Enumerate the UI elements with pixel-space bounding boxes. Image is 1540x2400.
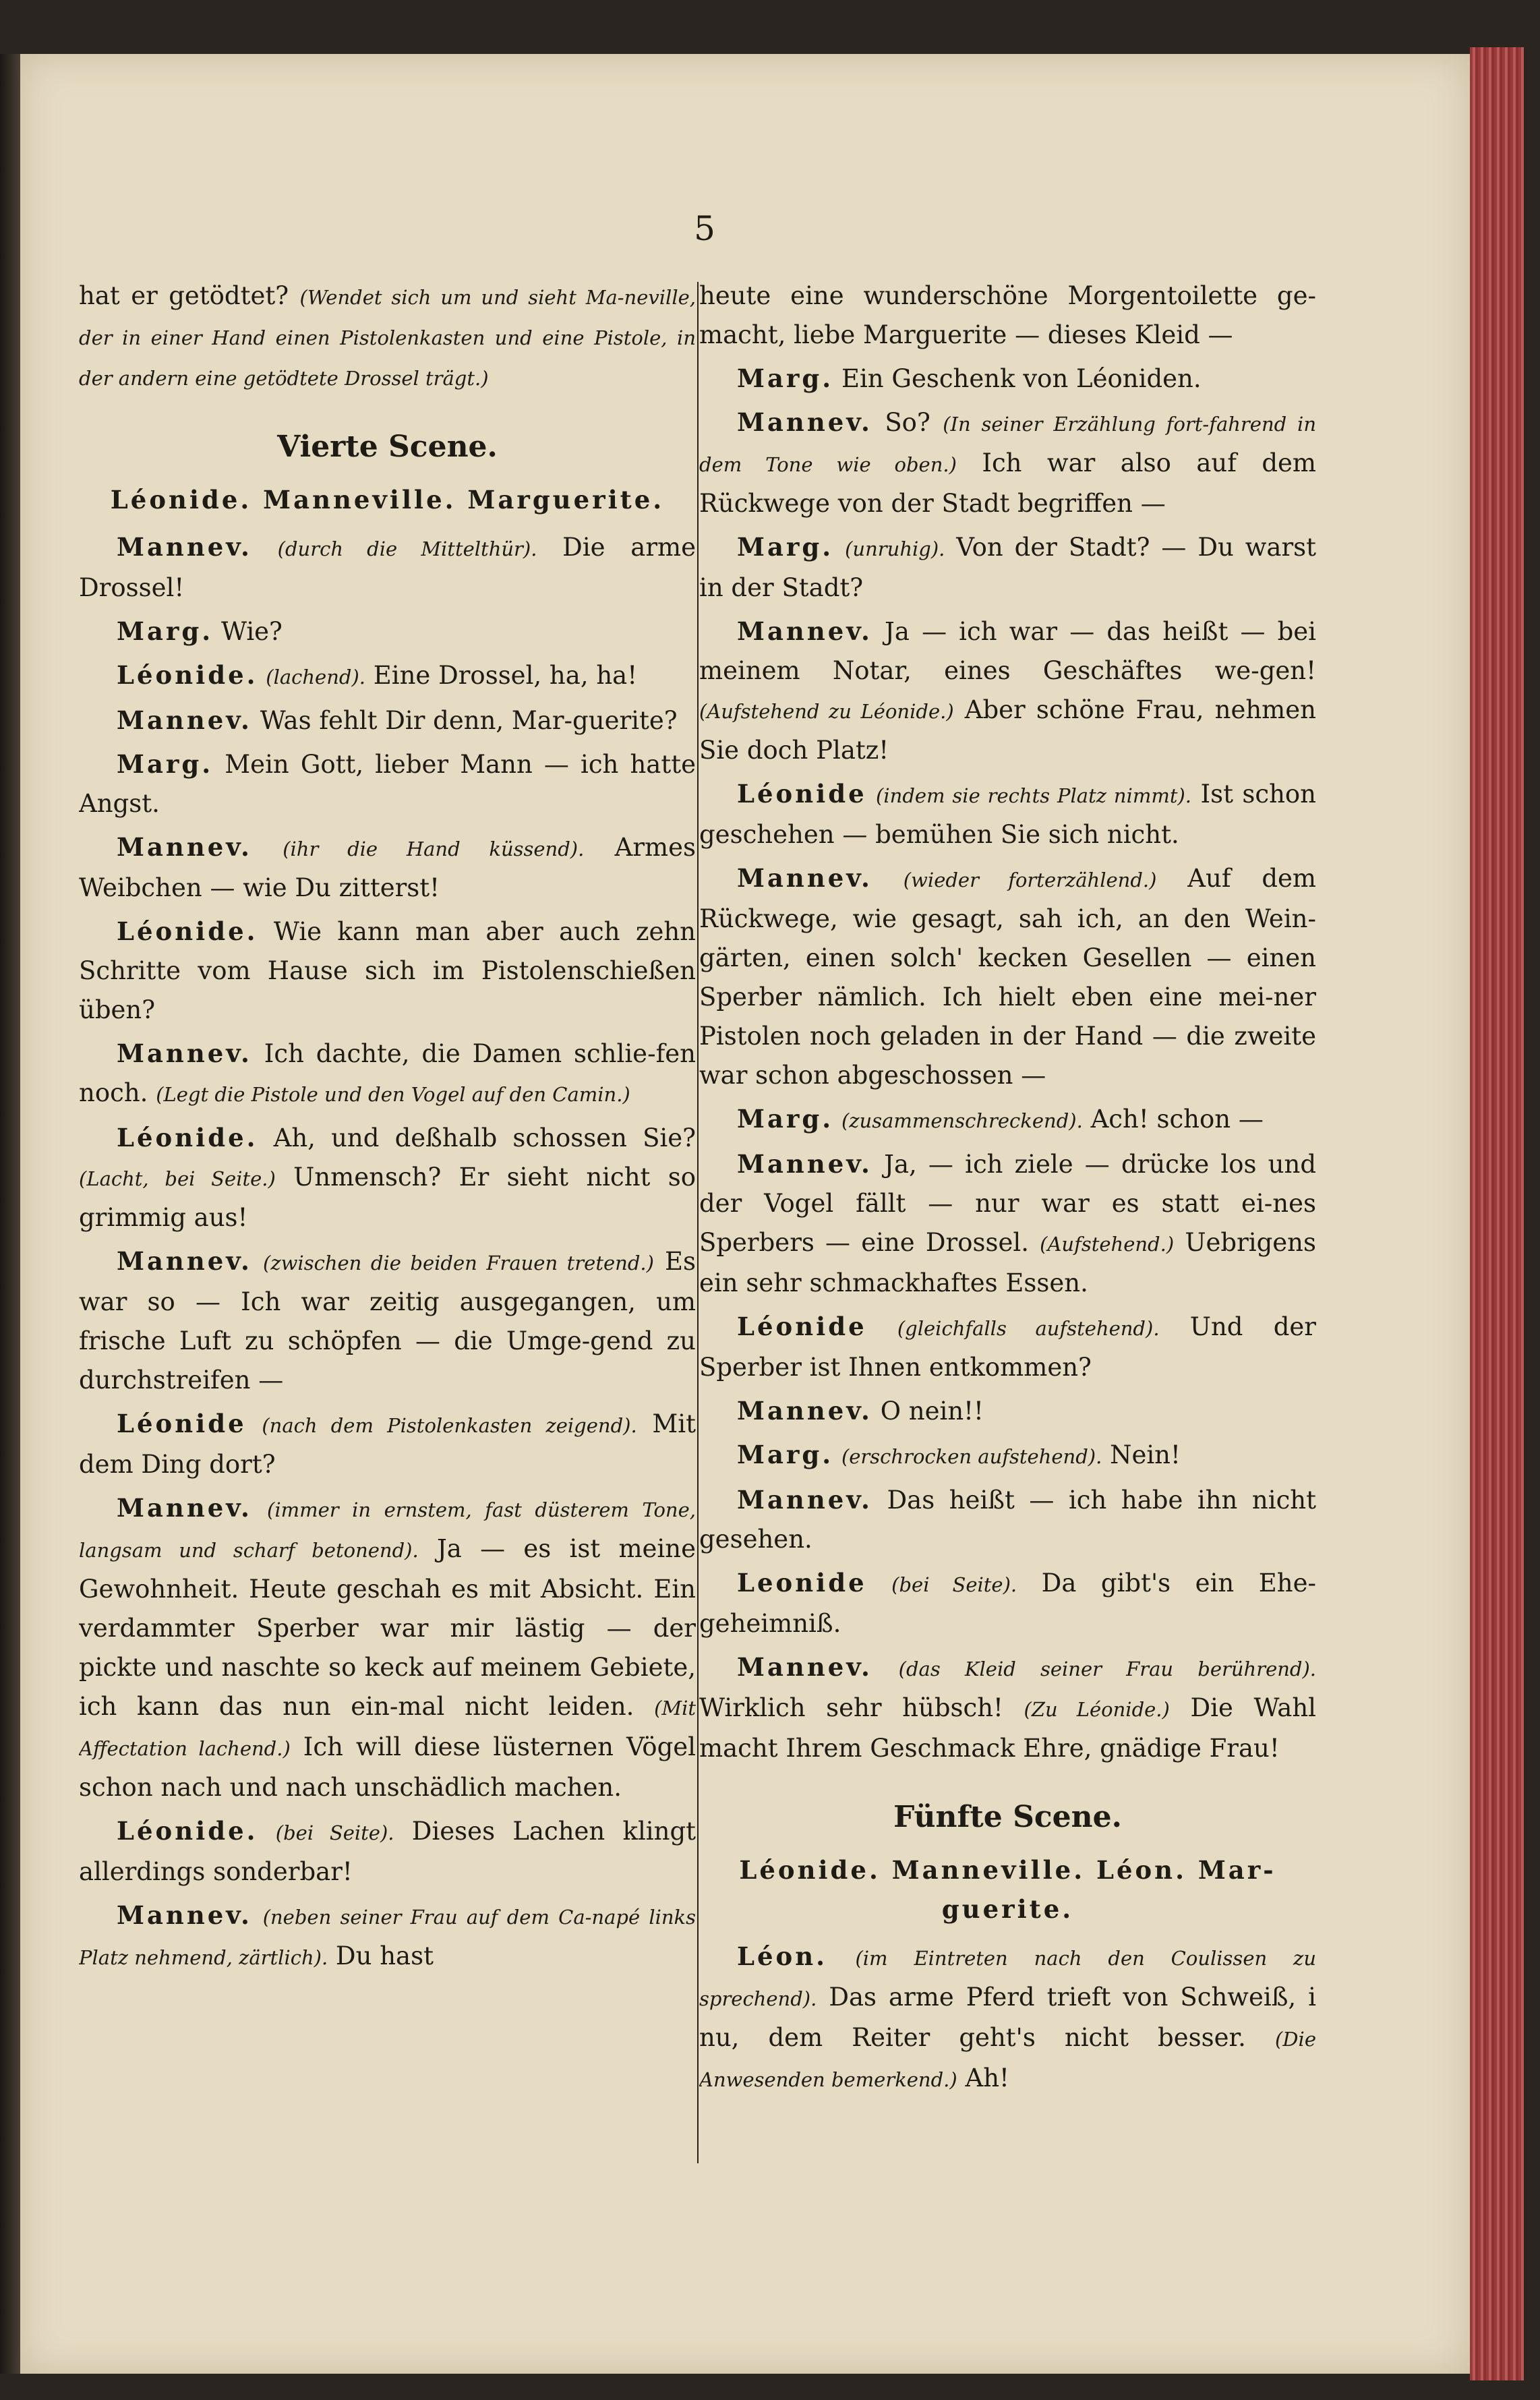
column-divider [697,282,699,2163]
speaker-name: Léonide. [117,1123,258,1152]
dialogue-text: Das heißt — ich habe ihn nicht gesehen. [699,1486,1316,1554]
right-column [699,276,1316,2165]
stage-direction: (ihr die Hand küssend). [283,838,585,860]
stage-direction: (im Eintreten nach den Coulissen zu sprechend). [699,1947,1316,2010]
dialogue-paragraph [699,1937,1316,2099]
dialogue-paragraph [79,276,696,398]
speaker-name: Mannev. [117,532,252,562]
dialogue-paragraph [79,1034,696,1114]
dialogue-text: Ich war also auf dem Rückwege von der Stadt begriffen — [699,448,1316,518]
speaker-name: Mannev. [117,1246,252,1276]
dialogue-text [252,1247,263,1276]
dialogue-paragraph [699,774,1316,854]
dialogue-text: Das arme Pferd trieft von Schweiß, i nu, dem Reiter geht's nicht besser. [699,1983,1316,2052]
speaker-name: Léonide. [117,660,258,690]
speaker-name: Léonide [737,1312,867,1341]
scene-heading: Vierte Scene. [277,430,498,464]
dialogue-text: Armes Weibchen — wie Du zitterst! [79,833,696,902]
dialogue-paragraph [79,1118,696,1237]
speaker-name: Mannev. [117,832,252,862]
character-list: Léonide. Manneville. Marguerite. [110,485,665,515]
stage-direction: (immer in ernstem, fast düsterem Tone, langsam und scharf betonend). [79,1498,696,1562]
dialogue-text: Wie kann man aber auch zehn Schritte vom Hause sich im Pistolenschießen üben? [79,917,696,1024]
dialogue-text [258,1817,275,1846]
dialogue-paragraph [79,1811,696,1892]
dialogue-paragraph [699,1647,1316,1768]
dialogue-text: O nein!! [872,1397,984,1426]
dialogue-text [833,533,845,562]
dialogue-text: Wie? [213,617,283,646]
speaker-name: Léonide. [117,1816,258,1846]
dialogue-text: Aber schöne Frau, nehmen Sie doch Platz! [699,695,1316,765]
dialogue-paragraph [79,701,696,740]
dialogue-paragraph [79,744,696,823]
speaker-name: Mannev. [737,1652,872,1682]
dialogue-text: So? [872,408,943,437]
page-number: 5 [694,209,715,248]
dialogue-text [833,1440,841,1469]
stage-direction: (Zu Léonide.) [1024,1698,1170,1721]
speaker-name: Mannev. [737,1485,872,1515]
dialogue-text: Ach! schon — [1082,1105,1264,1134]
speaker-name: Léonide. [117,916,258,946]
dialogue-text: Du hast [328,1941,434,1970]
dialogue-text [252,1901,263,1930]
stage-direction: (Legt die Pistole und den Vogel auf den Camin.) [156,1083,630,1106]
dialogue-paragraph [699,276,1316,355]
dialogue-paragraph [699,1563,1316,1643]
dialogue-text: heute eine wunderschöne Morgentoilette ge-macht, liebe Marguerite — dieses Kleid — [699,281,1316,349]
dialogue-text: Ja — es ist meine Gewohnheit. Heute geschah es mit Absicht. Ein verdammter Sperber war mir lästig — der pickte und naschte so keck auf meinem Gebiete, ich kann das nun ein-mal nicht leiden. [79,1534,696,1721]
dialogue-text: Eine Drossel, ha, ha! [365,661,638,690]
dialogue-text [827,1942,855,1971]
speaker-name: Mannev. [737,1396,872,1426]
speaker-name: Léonide [737,779,867,809]
dialogue-paragraph [699,1307,1316,1387]
dialogue-paragraph [79,655,696,697]
dialogue-text [867,780,876,809]
dialogue-paragraph [79,1488,696,1807]
dialogue-text [252,1494,267,1523]
stage-direction: (zusammenschreckend). [841,1109,1083,1132]
dialogue-text: Ja — ich war — das heißt — bei meinem Notar, eines Geschäftes we-gen! [699,617,1316,685]
speaker-name: Marg. [117,616,214,646]
dialogue-text [872,1653,899,1682]
dialogue-paragraph [79,1896,696,1977]
stage-direction: (In seiner Erzählung fort-fahrend in dem Tone wie oben.) [699,413,1316,476]
dialogue-paragraph [699,612,1316,770]
dialogue-text: Da gibt's ein Ehe-geheimniß. [699,1569,1316,1638]
dialogue-text: Ja, — ich ziele — drücke los und der Vogel fällt — nur war es statt ei-nes Sperbers — eine Drossel. [699,1150,1316,1257]
stage-direction: (zwischen die beiden Frauen tretend.) [263,1252,654,1275]
stage-direction: (Aufstehend.) [1040,1233,1175,1256]
stage-direction: (bei Seite). [891,1573,1017,1596]
dialogue-text: Wirklich sehr hübsch! [699,1693,1024,1722]
dialogue-paragraph [699,359,1316,399]
dialogue-text [252,533,278,562]
stage-direction: (Mit Affectation lachend.) [79,1697,696,1760]
dialogue-text: Nein! [1102,1440,1181,1469]
dialogue-text [867,1312,897,1341]
speaker-name: Marg. [117,749,214,779]
speaker-name: Marg. [737,363,834,393]
dialogue-text: Ich dachte, die Damen schlie-fen noch. [79,1039,696,1107]
dialogue-text: Was fehlt Dir denn, Mar-guerite? [251,706,678,735]
speaker-name: Leonide [737,1568,867,1598]
dialogue-paragraph [699,403,1316,523]
dialogue-text: hat er getödtet? [79,281,300,310]
stage-direction: (indem sie rechts Platz nimmt). [876,784,1192,807]
speaker-name: Mannev. [117,1900,252,1930]
dialogue-text: Die Wahl macht Ihrem Geschmack Ehre, gnädige Frau! [699,1693,1316,1763]
dialogue-paragraph [699,527,1316,608]
speaker-name: Marg. [737,1440,834,1469]
dialogue-text [258,661,266,690]
dialogue-text: Unmensch? Er sieht nicht so grimmig aus! [79,1163,696,1232]
dialogue-paragraph [79,527,696,608]
stage-direction: (lachend). [266,666,365,689]
dialogue-text: Ich will diese lüsternen Vögel schon nach und nach unschädlich machen. [79,1732,696,1802]
speaker-name: Mannev. [737,407,872,437]
dialogue-text: Und der Sperber ist Ihnen entkommen? [699,1312,1316,1382]
stage-direction: (Lacht, bei Seite.) [79,1167,276,1190]
dialogue-paragraph [699,1391,1316,1431]
stage-direction: (Wendet sich um und sieht Ma-neville, der in einer Hand einen Pistolenkasten und eine Pistole, in der andern eine getödtete Drossel trägt.) [79,286,696,390]
stage-direction: (gleichfalls aufstehend). [897,1317,1160,1340]
stage-direction: (Die Anwesenden bemerkend.) [699,2028,1316,2091]
stage-direction: (wieder forterzählend.) [903,869,1157,891]
dialogue-text [833,1105,841,1134]
stage-direction: (Aufstehend zu Léonide.) [699,700,954,723]
speaker-name: Mannev. [117,705,252,735]
dialogue-text: Von der Stadt? — Du warst in der Stadt? [699,533,1316,602]
dialogue-paragraph [699,1099,1316,1140]
speaker-name: Léonide [117,1409,247,1438]
character-list: Léonide. Manneville. Léon. Mar-guerite. [739,1855,1276,1924]
dialogue-text: Ah, und deßhalb schossen Sie? [258,1123,696,1152]
dialogue-text: Ah! [957,2064,1009,2092]
dialogue-text: Ist schon geschehen — bemühen Sie sich nicht. [699,780,1316,849]
dialogue-text: Mit dem Ding dort? [79,1409,696,1479]
dialogue-paragraph [699,858,1316,1095]
dialogue-text: Uebrigens ein sehr schmackhaftes Essen. [699,1228,1316,1297]
speaker-name: Mannev. [737,1149,872,1179]
dialogue-paragraph [79,612,696,651]
stage-direction: (unruhig). [845,537,945,560]
dialogue-text: Es war so — Ich war zeitig ausgegangen, um frische Luft zu schöpfen — die Umge-gend zu durchstreifen — [79,1247,696,1395]
dialogue-paragraph [79,827,696,908]
dialogue-text [247,1409,262,1438]
dialogue-paragraph [699,1480,1316,1559]
stage-direction: (das Kleid seiner Frau berührend). [898,1658,1316,1680]
stage-direction: (bei Seite). [275,1821,394,1844]
dialogue-text [872,864,904,893]
speaker-name: Mannev. [737,863,872,893]
dialogue-text: Die arme Drossel! [79,533,696,602]
book-gutter-shadow [0,54,20,2374]
stage-direction: (erschrocken aufstehend). [841,1445,1102,1468]
dialogue-paragraph [699,1144,1316,1303]
dialogue-paragraph [699,1435,1316,1476]
scene-heading: Fünfte Scene. [893,1800,1122,1834]
speaker-name: Mannev. [737,616,872,646]
stage-direction: (durch die Mittelthür). [277,537,537,560]
speaker-name: Marg. [737,532,834,562]
dialogue-paragraph [79,1241,696,1400]
dialogue-text [252,833,283,862]
dialogue-text: Auf dem Rückwege, wie gesagt, sah ich, an den Wein-gärten, einen solch' kecken Gesellen — einen Sperber nämlich. Ich hielt eben eine mei-ner Pistolen noch geladen in der Hand — die zweite war schon abgeschossen — [699,864,1316,1090]
stage-direction: (nach dem Pistolenkasten zeigend). [262,1414,637,1437]
dialogue-paragraph [79,1404,696,1484]
dialogue-text: Ein Geschenk von Léoniden. [833,364,1202,393]
speaker-name: Mannev. [117,1038,252,1068]
speaker-name: Mannev. [117,1493,252,1523]
page-edges-red [1470,47,1524,2380]
speaker-name: Léon. [737,1941,828,1971]
dialogue-paragraph [79,912,696,1030]
dialogue-text [867,1569,892,1598]
speaker-name: Marg. [737,1104,834,1134]
left-column [79,276,696,2165]
stage-direction: (neben seiner Frau auf dem Ca-napé links Platz nehmend, zärtlich). [79,1906,696,1969]
dialogue-text: Mein Gott, lieber Mann — ich hatte Angst. [79,750,696,818]
dialogue-text: Dieses Lachen klingt allerdings sonderbar! [79,1817,696,1886]
